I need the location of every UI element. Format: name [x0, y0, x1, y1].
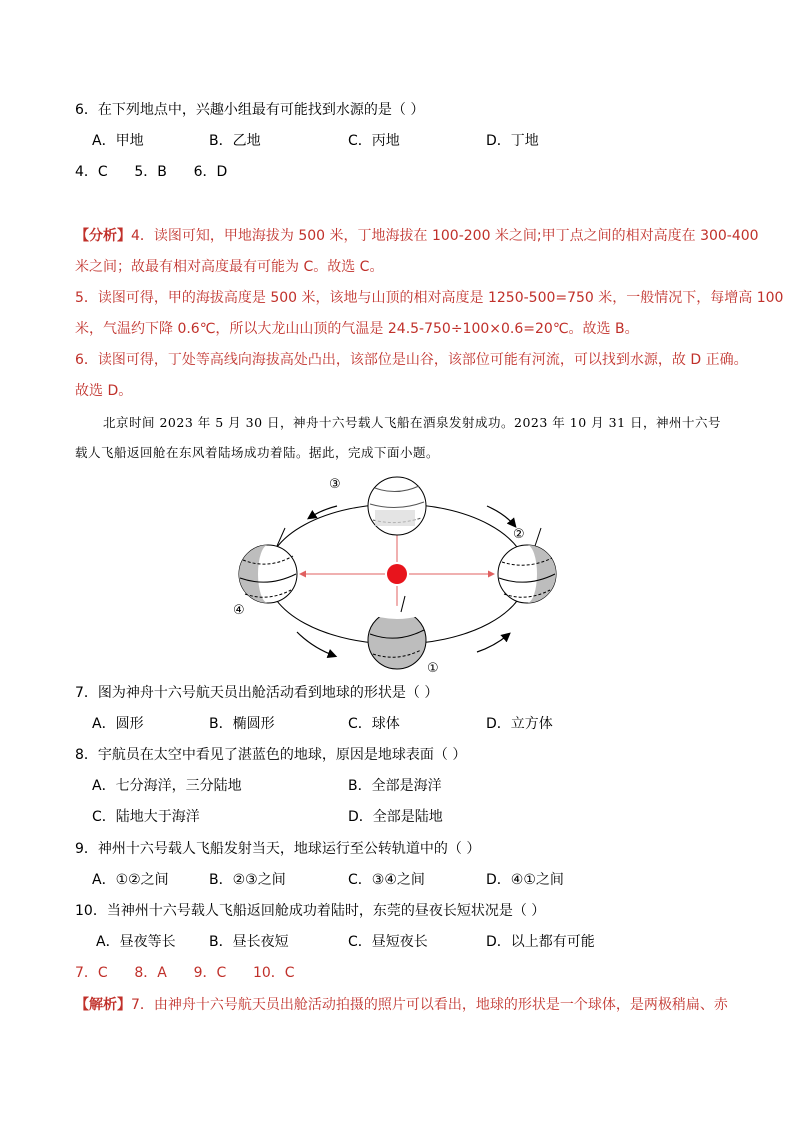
passage-line-1: 北京时间 2023 年 5 月 30 日，神舟十六号载人飞船在酒泉发射成功。2023 年 10 月 31 日，神州十六号	[103, 415, 722, 430]
q9-option-a: A．①②之间	[92, 872, 169, 888]
q7-stem: 7．图为神舟十六号航天员出舱活动看到地球的形状是（ ）	[75, 685, 439, 701]
q10-option-d: D．以上都有可能	[486, 934, 595, 950]
q10-option-c: C．昼短夜长	[348, 934, 428, 950]
analysis-1-line-6: 故选 D。	[75, 383, 133, 399]
q7-option-b: B．椭圆形	[209, 716, 275, 732]
answers-7-10: 7．C 8．A 9．C 10．C	[75, 965, 295, 981]
analysis-1-line-5: 6．读图可得，丁处等高线向海拔高处凸出，该部位是山谷，该部位可能有河流，可以找到水源，故 D 正确。	[75, 352, 748, 368]
passage-line-2: 载人飞船返回舱在东风着陆场成功着陆。据此，完成下面小题。	[75, 445, 440, 460]
earth-position-3	[329, 477, 426, 535]
sun-icon	[387, 564, 407, 584]
q6-option-a: A．甲地	[92, 133, 144, 149]
analysis-2-tag: 【解析】	[75, 997, 131, 1013]
q7-option-a: A．圆形	[92, 716, 144, 732]
analysis-tag: 【分析】	[75, 228, 131, 244]
q6-option-d: D．丁地	[486, 133, 539, 149]
q6-stem: 6．在下列地点中，兴趣小组最有可能找到水源的是（ ）	[75, 102, 425, 118]
earth-position-1	[368, 596, 439, 676]
q9-option-c: C．③④之间	[348, 872, 425, 888]
q9-stem: 9．神州十六号载人飞船发射当天，地球运行至公转轨道中的（ ）	[75, 841, 481, 857]
q8-option-c: C．陆地大于海洋	[92, 809, 200, 825]
q9-option-b: B．②③之间	[209, 872, 286, 888]
analysis-1-line-4: 米，气温约下降 0.6℃，所以大龙山山顶的气温是 24.5-750÷100×0.6=20℃。故选 B。	[75, 321, 639, 337]
earth-orbit-diagram	[225, 470, 570, 680]
analysis-2-line-1: 【解析】7．由神舟十六号航天员出舱活动拍摄的照片可以看出，地球的形状是一个球体，是两极稍扁、赤	[75, 997, 728, 1013]
q9-option-d: D．④①之间	[486, 872, 564, 888]
q10-option-a: A．昼夜等长	[96, 934, 176, 950]
q8-option-a: A．七分海洋，三分陆地	[92, 778, 242, 794]
analysis-1-line-1: 【分析】4．读图可知，甲地海拔为 500 米，丁地海拔在 100-200 米之间;甲丁点之间的相对高度在 300-400	[75, 228, 759, 244]
label-3: ③	[329, 477, 341, 492]
earth-position-2	[498, 527, 556, 603]
q10-option-b: B．昼长夜短	[209, 934, 289, 950]
label-4: ④	[233, 603, 245, 618]
q7-option-c: C．球体	[348, 716, 400, 732]
label-1: ①	[427, 661, 439, 676]
q6-option-c: C．丙地	[348, 133, 400, 149]
q8-option-b: B．全部是海洋	[348, 778, 442, 794]
orbit-arrow-icon	[297, 632, 335, 656]
orbit-arrow-icon	[477, 634, 509, 652]
orbit-arrow-icon	[487, 506, 515, 526]
label-2: ②	[513, 527, 525, 542]
analysis-1-line-2: 米之间；故最有相对高度最有可能为 C。故选 C。	[75, 259, 384, 275]
answers-4-6: 4．C 5．B 6．D	[75, 164, 228, 180]
earth-position-4	[233, 528, 297, 618]
q7-option-d: D．立方体	[486, 716, 553, 732]
q8-option-d: D．全部是陆地	[348, 809, 443, 825]
analysis-1-line-3: 5．读图可得，甲的海拔高度是 500 米，该地与山顶的相对高度是 1250-500=750 米，一般情况下，每增高 100	[75, 290, 784, 306]
q6-option-b: B．乙地	[209, 133, 261, 149]
q10-stem: 10．当神州十六号载人飞船返回舱成功着陆时，东莞的昼夜长短状况是（ ）	[75, 903, 546, 919]
q8-stem: 8．宇航员在太空中看见了湛蓝色的地球，原因是地球表面（ ）	[75, 747, 467, 763]
